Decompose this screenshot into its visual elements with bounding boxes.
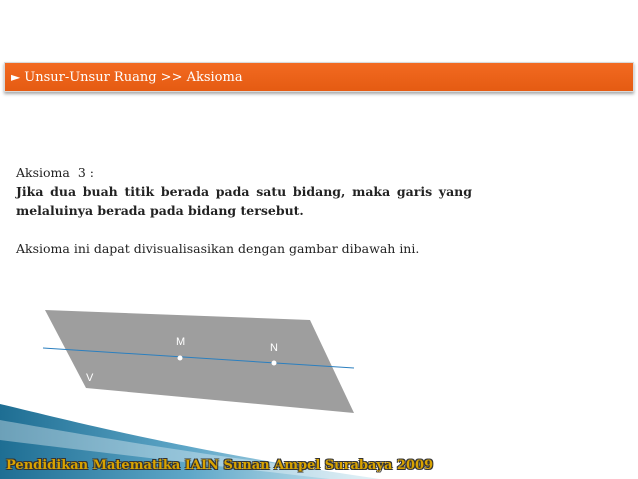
axiom-description: Aksioma ini dapat divisualisasikan dengan gambar dibawah ini. (16, 241, 420, 256)
plane-label: V (86, 372, 94, 384)
play-arrow-icon: ► (11, 70, 21, 84)
slide-title: Unsur-Unsur Ruang >> Aksioma (24, 69, 243, 85)
axiom-label: Aksioma (16, 165, 70, 180)
slide-content (16, 163, 472, 271)
axiom-heading (16, 163, 472, 182)
footer-text: Pendidikan Matematika IAIN Sunan Ampel Surabaya 2009 (6, 458, 434, 473)
plane-v (45, 310, 354, 413)
point-n-label: N (270, 342, 278, 354)
point-m-label: M (176, 336, 186, 348)
axiom-number: 3 : (77, 165, 94, 180)
point-n (272, 361, 277, 366)
point-m (178, 356, 183, 361)
axiom-statement: Jika dua buah titik berada pada satu bidang, maka garis yang melaluinya berada pada bidang tersebut. (16, 184, 472, 218)
plane-diagram (0, 300, 638, 479)
slide-title-bar (4, 62, 634, 92)
